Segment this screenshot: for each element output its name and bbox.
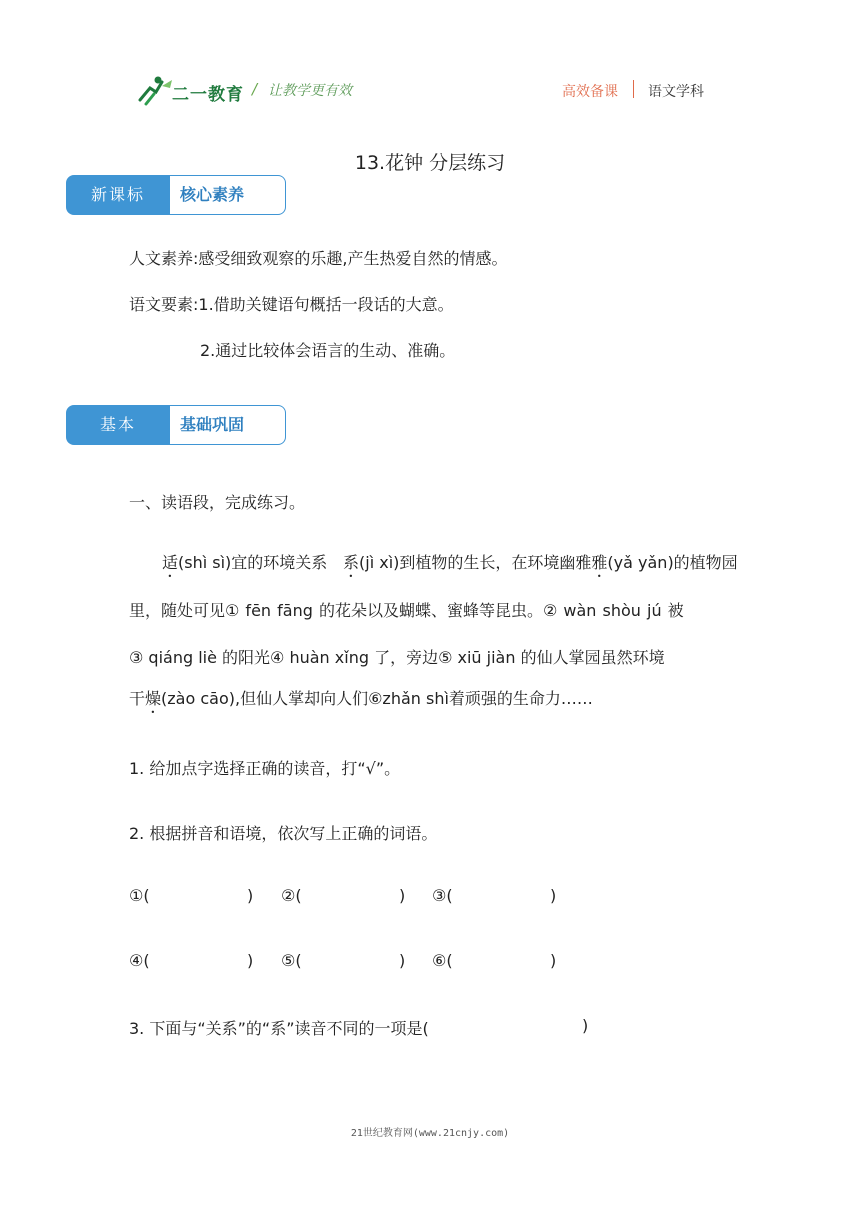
passage-text: 干 — [129, 689, 146, 708]
subquestion-3-close: ) — [582, 1016, 589, 1035]
dotted-char: 适 — [162, 553, 179, 572]
slogan-separator: / — [252, 80, 258, 98]
header-tag-subject: 语文学科 — [648, 84, 704, 100]
goal-language-1: 语文要素:1.借助关键语句概括一段话的大意。 — [129, 295, 454, 314]
answer-slot-5-close: ) — [399, 951, 406, 970]
passage-text: (zào cāo),但仙人掌却向人们⑥zhǎn shì着顽强的生命力…… — [161, 689, 593, 708]
answer-slot-5-open: ⑤( — [281, 951, 302, 970]
answer-slot-4-close: ) — [247, 951, 254, 970]
header-divider — [633, 80, 634, 98]
answer-slot-1-open: ①( — [129, 886, 150, 905]
answer-slot-1-close: ) — [247, 886, 254, 905]
question-heading: 一、读语段，完成练习。 — [129, 493, 306, 512]
section-label-right: 核心素养 — [170, 175, 286, 215]
pinyin-choice: (yǎ yǎn)的植物园 — [607, 553, 738, 572]
page-footer: 21世纪教育网(www.21cnjy.com) — [350, 1128, 510, 1139]
passage-line-4 — [129, 686, 593, 717]
section-label-core — [66, 175, 286, 215]
subquestion-3: 3. 下面与“关系”的“系”读音不同的一项是( — [129, 1019, 429, 1038]
passage-line-2: 里，随处可见① fēn fāng 的花朵以及蝴蝶、蜜蜂等昆虫。② wàn shòu jú 被 — [129, 601, 684, 620]
answer-slot-4-open: ④( — [129, 951, 150, 970]
slogan: 让教学更有效 — [268, 83, 352, 99]
answer-slot-6-open: ⑥( — [432, 951, 453, 970]
goal-language-2: 2.通过比较体会语言的生动、准确。 — [200, 341, 456, 360]
dotted-char: 系 — [343, 553, 360, 572]
answer-slot-2-close: ) — [399, 886, 406, 905]
passage-line-1 — [162, 550, 327, 581]
answer-slot-3-close: ) — [550, 886, 557, 905]
answer-slot-6-close: ) — [550, 951, 557, 970]
logo-text: 二一教育 — [172, 85, 244, 105]
pinyin-choice: (jì xì)到植物的生长，在环境幽雅 — [359, 553, 592, 572]
section-label-left: 基本 — [66, 405, 170, 445]
subquestion-2: 2. 根据拼音和语境，依次写上正确的词语。 — [129, 824, 438, 843]
answer-slot-2-open: ②( — [281, 886, 302, 905]
passage-line-1-rest — [343, 550, 738, 581]
goal-humanities: 人文素养:感受细致观察的乐趣,产生热爱自然的情感。 — [129, 249, 508, 268]
subquestion-1: 1. 给加点字选择正确的读音，打“√”。 — [129, 759, 401, 778]
header-tag-prep: 高效备课 — [562, 84, 618, 100]
pinyin-choice: (shì sì)宜的环境关系 — [178, 553, 328, 572]
section-label-left: 新课标 — [66, 175, 170, 215]
page-title: 13.花钟 分层练习 — [354, 152, 506, 174]
dotted-char: 燥 — [145, 689, 162, 708]
answer-slot-3-open: ③( — [432, 886, 453, 905]
passage-line-3: ③ qiáng liè 的阳光④ huàn xǐng 了，旁边⑤ xiū jiàn 的仙人掌园虽然环境 — [129, 648, 665, 667]
section-label-basic — [66, 405, 286, 445]
section-label-right: 基础巩固 — [170, 405, 286, 445]
dotted-char: 雅 — [591, 553, 608, 572]
